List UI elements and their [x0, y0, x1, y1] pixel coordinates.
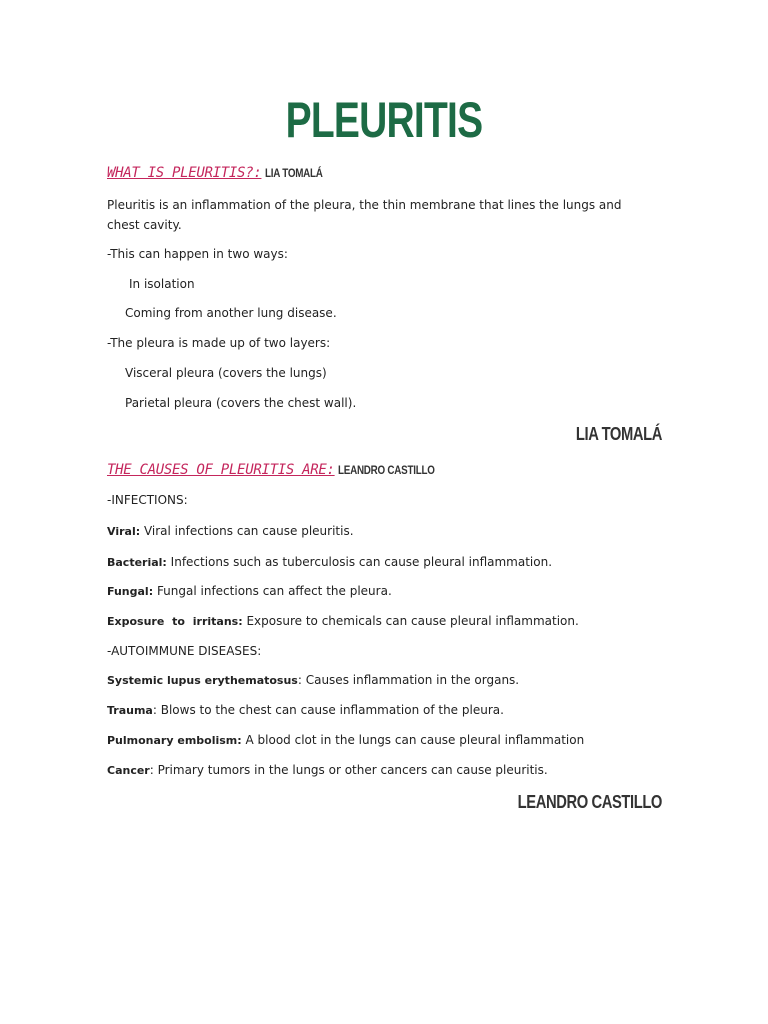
cause-term: Exposure to irritans:: [107, 615, 243, 628]
cause-text: : Causes inflammation in the organs.: [297, 673, 520, 687]
section1-heading-row: [107, 163, 336, 183]
cause-item: [107, 670, 519, 691]
cause-text: Fungal infections can affect the pleura.: [156, 584, 392, 598]
layers-label: -The pleura is made up of two layers:: [107, 336, 331, 350]
cause-term: Cancer: [107, 764, 150, 777]
cause-item: [107, 581, 392, 602]
cause-text: Exposure to chemicals can cause pleural inflammation.: [246, 614, 579, 628]
section2-signature: LEANDRO CASTILLO: [517, 792, 662, 812]
way-item-2: Coming from another lung disease.: [125, 306, 337, 320]
cause-item: [107, 730, 584, 751]
cause-item: [107, 521, 354, 542]
cause-text: Infections such as tuberculosis can cause pleural inflammation.: [170, 555, 553, 569]
cause-term: Systemic lupus erythematosus: [107, 674, 298, 687]
cause-text: A blood clot in the lungs can cause pleural inflammation: [245, 733, 585, 747]
cause-term: Pulmonary embolism:: [107, 734, 242, 747]
cause-item: [107, 611, 579, 632]
cause-term: Fungal:: [107, 585, 154, 598]
section2-author-inline: LEANDRO CASTILLO: [338, 463, 436, 477]
section2-heading: THE CAUSES OF PLEURITIS ARE:: [107, 462, 335, 478]
page-title: PLEURITIS: [285, 92, 483, 148]
ways-label: -This can happen in two ways:: [107, 247, 288, 261]
section2-heading-row: [107, 460, 456, 480]
cause-term: Bacterial:: [107, 556, 167, 569]
cause-item: [107, 700, 504, 721]
section1-intro: Pleuritis is an inflammation of the pleura, the thin membrane that lines the lungs and chest cavity.: [107, 198, 622, 232]
section1-author-inline: LIA TOMALÁ: [265, 166, 323, 180]
cause-term: Viral:: [107, 525, 141, 538]
cause-text: Viral infections can cause pleuritis.: [143, 524, 354, 538]
cause-text: : Blows to the chest can cause inflammation of the pleura.: [152, 703, 504, 717]
layer-item-1: Visceral pleura (covers the lungs): [125, 366, 327, 380]
way-item-1: In isolation: [129, 277, 195, 291]
autoimmune-label: -AUTOIMMUNE DISEASES:: [107, 644, 262, 658]
cause-item: [107, 760, 548, 781]
cause-text: : Primary tumors in the lungs or other cancers can cause pleuritis.: [149, 763, 548, 777]
layer-item-2: Parietal pleura (covers the chest wall).: [125, 396, 357, 410]
cause-term: Trauma: [107, 704, 153, 717]
infections-label: -INFECTIONS:: [107, 493, 188, 507]
section1-heading: WHAT IS PLEURITIS?:: [107, 165, 262, 181]
cause-item: [107, 552, 552, 573]
section1-signature: LIA TOMALÁ: [575, 424, 662, 444]
